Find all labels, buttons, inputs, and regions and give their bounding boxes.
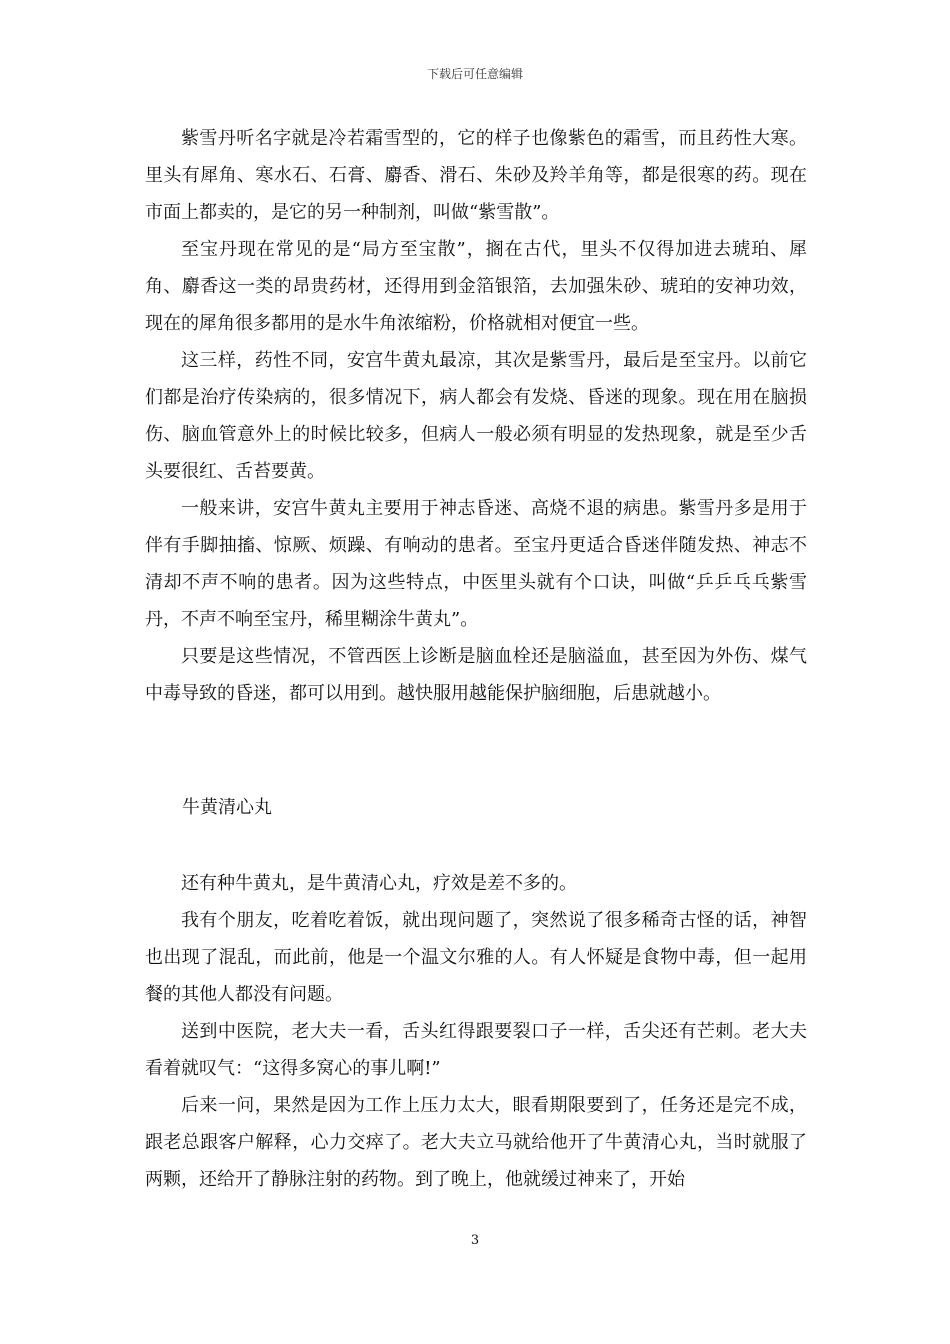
paragraph: 还有种牛黄丸，是牛黄清心丸，疗效是差不多的。 [181, 873, 577, 894]
section-heading: 牛黄清心丸 [182, 797, 272, 818]
paragraph: 紫雪丹听名字就是冷若霜雪型的，它的样子也像紫色的霜雪，而且药性大寒。里头有犀角、寒水石、石膏、麝香、滑石、朱砂及羚羊角等，都是很寒的药。现在市面上都卖的，是它的另一种制剂，叫做“紫雪散”。 [145, 128, 807, 223]
page-header: 下载后可任意编辑 [426, 67, 523, 81]
paragraph: 只要是这些情况，不管西医上诊断是脑血栓还是脑溢血，甚至因为外伤、煤气中毒导致的昏迷，都可以用到。越快服用越能保护脑细胞，后患就越小。 [145, 646, 807, 704]
paragraph: 我有个朋友，吃着吃着饭，就出现问题了，突然说了很多稀奇古怪的话，神智也出现了混乱，而此前，他是一个温文尔雅的人。有人怀疑是食物中毒，但一起用餐的其他人都没有问题。 [145, 910, 807, 1005]
section-body-1 [145, 120, 807, 712]
paragraph: 至宝丹现在常见的是“局方至宝散”，搁在古代，里头不仅得加进去琥珀、犀角、麝香这一类的昂贵药材，还得用到金箔银箔，去加强朱砂、琥珀的安神功效，现在的犀角很多都用的是水牛角浓缩粉，价格就相对便宜一些。 [145, 239, 807, 334]
paragraph: 一般来讲，安宫牛黄丸主要用于神志昏迷、高烧不退的病患。紫雪丹多是用于伴有手脚抽搐、惊厥、烦躁、有响动的患者。至宝丹更适合昏迷伴随发热、神志不清却不声不响的患者。因为这些特点，中医里头就有个口诀，叫做“乒乒乓乓紫雪丹，不声不响至宝丹，稀里糊涂牛黄丸”。 [145, 498, 807, 630]
section-body-2 [145, 865, 807, 1198]
page-number: 3 [470, 1233, 480, 1248]
paragraph: 送到中医院，老大夫一看，舌头红得跟要裂口子一样，舌尖还有芒刺。老大夫看着就叹气：“这得多窝心的事儿啊!” [145, 1021, 807, 1079]
paragraph: 后来一问，果然是因为工作上压力太大，眼看期限要到了，任务还是完不成，跟老总跟客户解释，心力交瘁了。老大夫立马就给他开了牛黄清心丸，当时就服了两颗，还给开了静脉注射的药物。到了晚上，他就缓过神来了，开始 [145, 1095, 807, 1190]
paragraph: 这三样，药性不同，安宫牛黄丸最凉，其次是紫雪丹，最后是至宝丹。以前它们都是治疗传染病的，很多情况下，病人都会有发烧、昏迷的现象。现在用在脑损伤、脑血管意外上的时候比较多，但病人一般必须有明显的发热现象，就是至少舌头要很红、舌苔要黄。 [145, 350, 807, 482]
